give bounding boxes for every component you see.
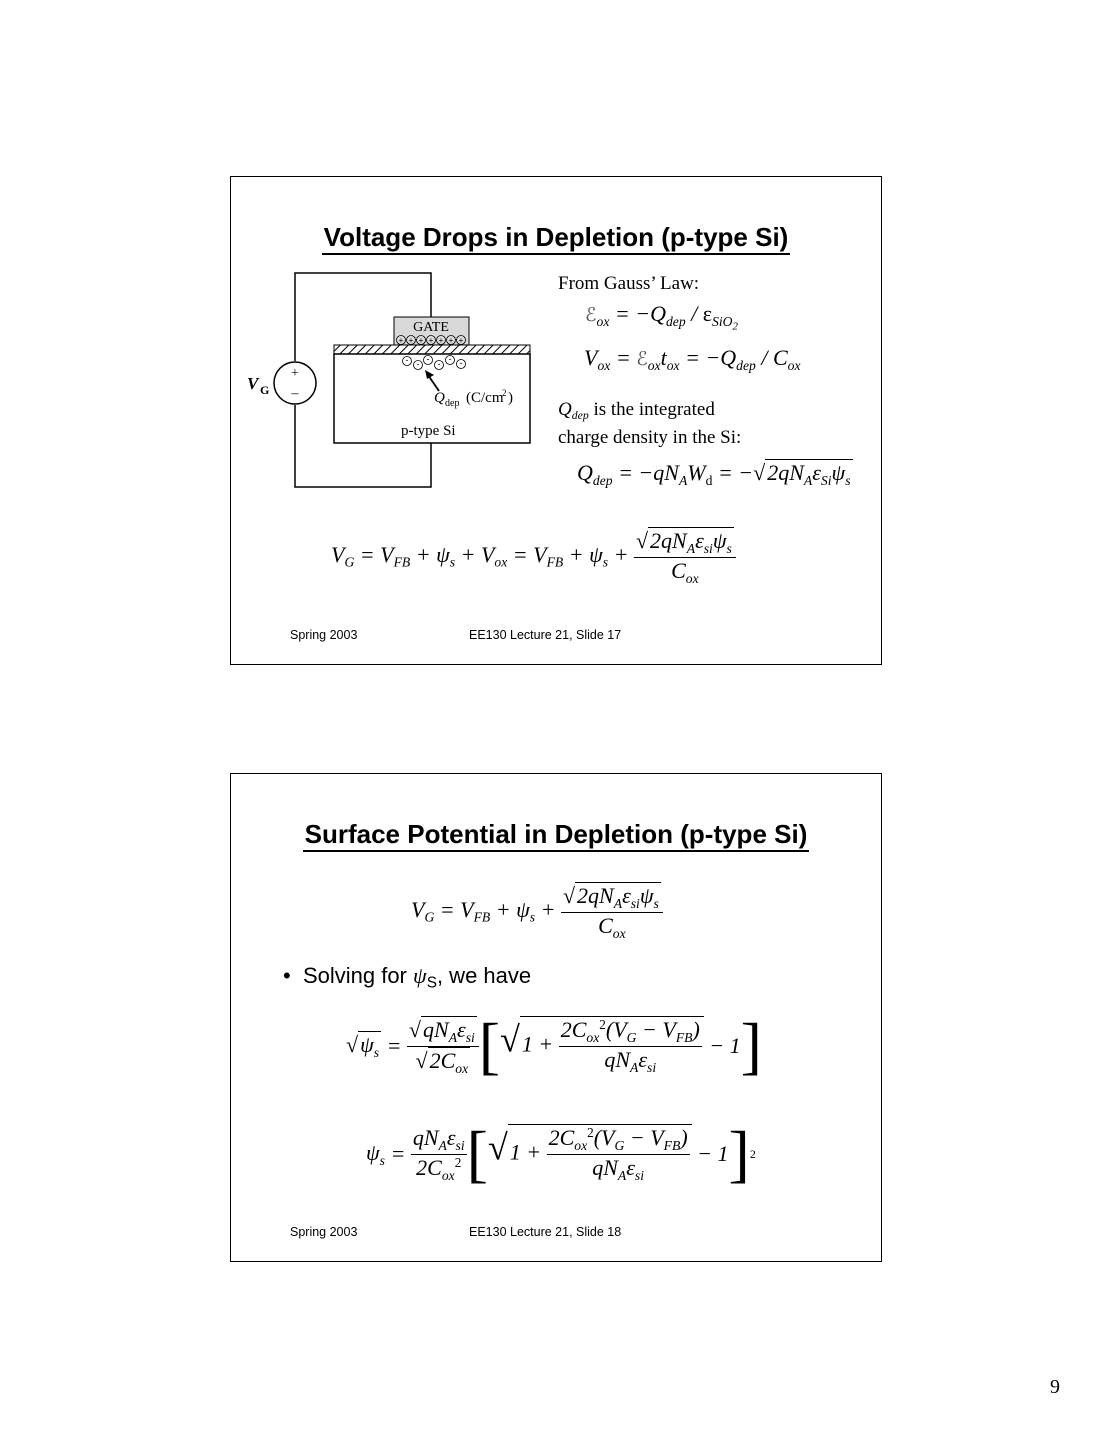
psi-equation: $\psi_s$ = $\frac{qN_A\varepsilon_{si}}{2C_{ox}^2}$ [ √1 + $\frac{2C_{ox}^2(V_G - V_{FB})}{qN_A\varepsilon_{si}}$ − 1 ] 2 [366, 1118, 756, 1189]
qdep-units-superscript: 2 [502, 388, 507, 398]
slide-18 [230, 773, 882, 1262]
qdep-units-close: ) [508, 390, 513, 406]
gate-label: GATE [413, 320, 449, 335]
vg-subscript: G [260, 383, 270, 397]
footer-date: Spring 2003 [290, 1225, 358, 1239]
svg-text:-: - [437, 359, 441, 369]
sqrt-psi-equation: $√\psi_s$ = $\frac{√qN_A\varepsilon_{si}}{√2C_{ox}}$ [ √1 + $\frac{2C_{ox}^2(V_G - V_{FB})}{qN_A\varepsilon_{si}}$ − 1 ] [346, 1010, 762, 1081]
footer-slide-info: EE130 Lecture 21, Slide 17 [469, 628, 622, 642]
qdep-description-line2: charge density in the Si: [558, 427, 742, 448]
svg-text:+: + [448, 336, 454, 345]
svg-text:-: - [426, 354, 430, 364]
source-minus: – [291, 386, 299, 401]
footer-slide-info: EE130 Lecture 21, Slide 18 [469, 1225, 622, 1239]
svg-text:+: + [438, 336, 444, 345]
substrate-label: p-type Si [401, 423, 456, 439]
qdep-subscript: dep [445, 398, 460, 409]
gate-voltage-equation: $V_G = V_{FB} + \psi_s + V_{ox} = V_{FB} + \psi_s$ + $\frac{√2qN_A\varepsilon_{si}\psi_s}{C_{ox}}$ [331, 527, 736, 587]
footer-date: Spring 2003 [290, 628, 358, 642]
svg-text:+: + [458, 336, 464, 345]
qdep-label: Q [434, 390, 445, 406]
bullet-solving: • Solving for $\psi_S$, we have [283, 963, 532, 992]
svg-text:-: - [416, 359, 420, 369]
slide-title: Surface Potential in Depletion (p-type Si) [231, 818, 881, 852]
oxide-field-equation: ℰ$_{ox}$ = $-Q_{dep} / \varepsilon_{SiO_2}$ [585, 301, 738, 333]
source-plus: + [291, 366, 299, 381]
svg-text:-: - [448, 354, 452, 364]
qdep-equation: $Q_{dep} = -qN_AW_d = -√2qN_A\varepsilon_{Si}\psi_s$ [577, 460, 851, 488]
gauss-law-heading: From Gauss’ Law: [558, 273, 700, 294]
slide-17 [230, 176, 882, 665]
mos-capacitor-diagram [231, 267, 551, 497]
qdep-description: $Q_{dep}$ is the integrated [558, 399, 715, 423]
svg-text:-: - [405, 355, 409, 365]
svg-text:+: + [418, 336, 424, 345]
gate-voltage-equation: $V_G = V_{FB} + \psi_s$ + $\frac{√2qN_A\varepsilon_{si}\psi_s}{C_{ox}}$ [411, 882, 663, 942]
svg-text:+: + [428, 336, 434, 345]
gate-oxide [334, 345, 530, 354]
vg-label: V [247, 374, 259, 393]
qdep-units: (C/cm [466, 390, 504, 406]
svg-text:+: + [408, 336, 414, 345]
svg-text:-: - [459, 358, 463, 368]
svg-text:+: + [398, 336, 404, 345]
slide-title: Voltage Drops in Depletion (p-type Si) [231, 221, 881, 255]
page-number: 9 [1050, 1376, 1060, 1398]
oxide-voltage-equation: $V_{ox}$ = $ℰ_{ox}t_{ox} = -Q_{dep} / C_{ox}$ [584, 345, 801, 373]
